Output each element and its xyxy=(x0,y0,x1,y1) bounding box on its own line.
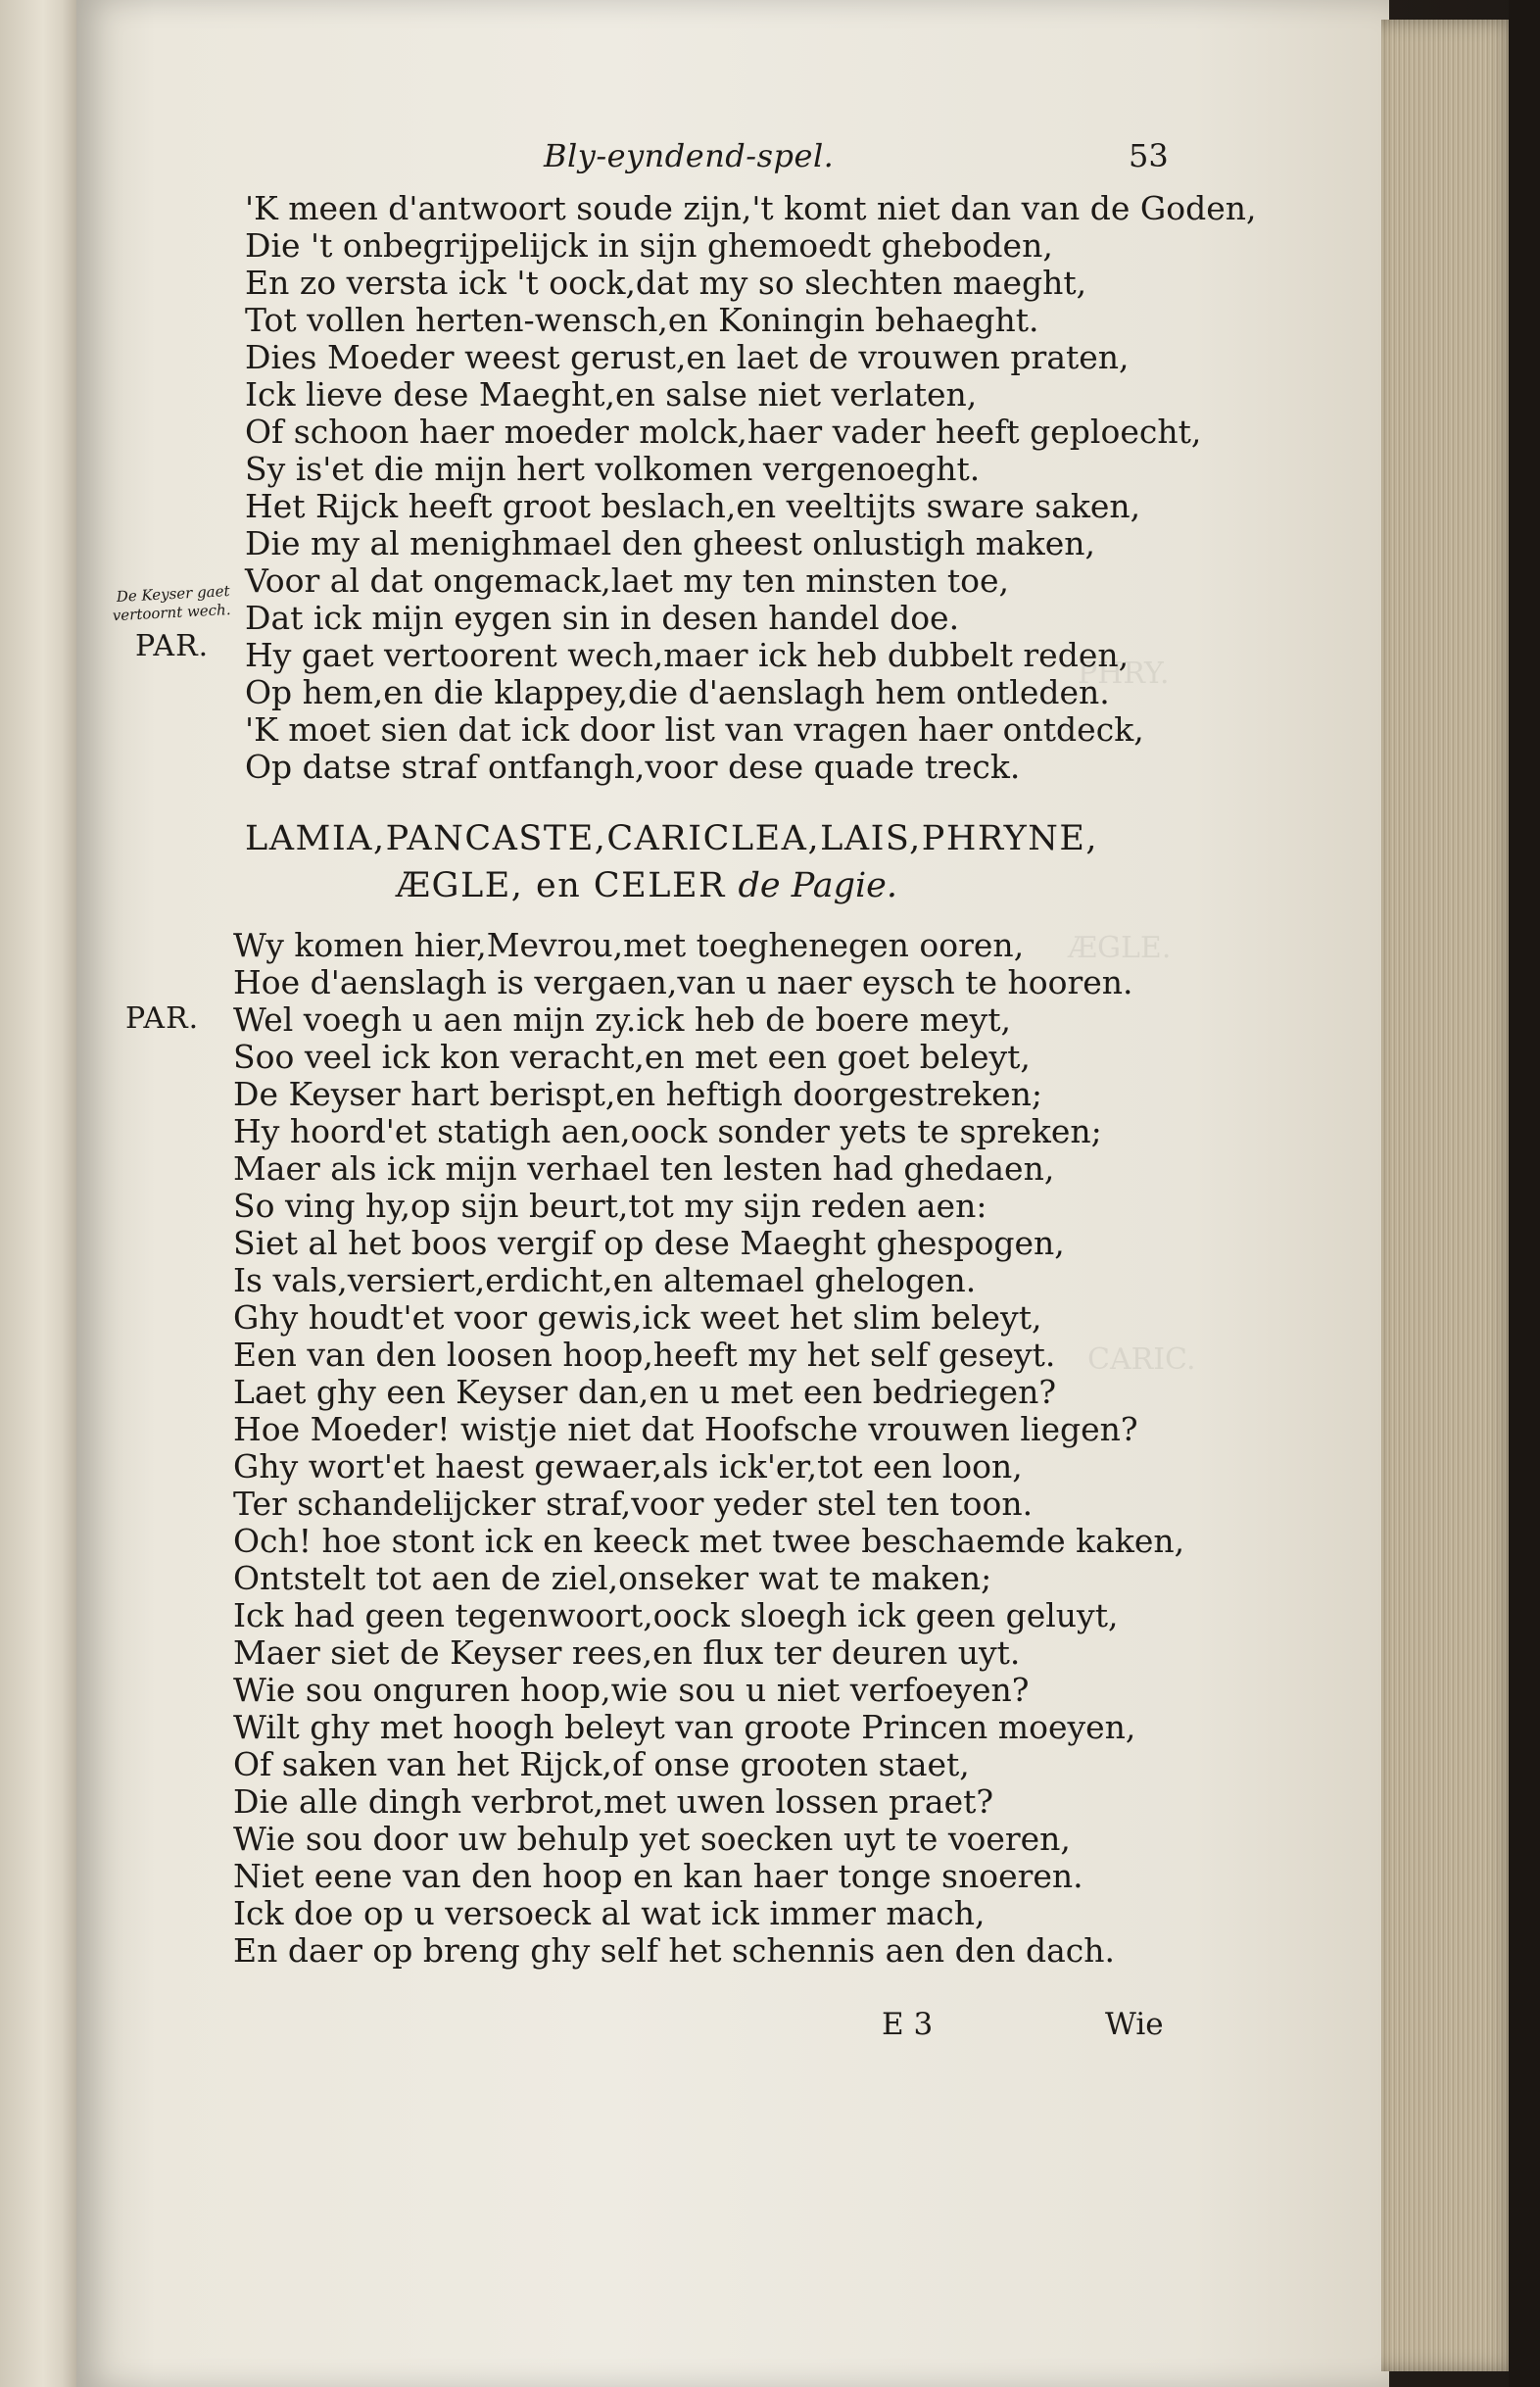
verse-line: Die 't onbegrijpelijck in sijn ghemoedt gheboden, xyxy=(245,226,1053,265)
verse-line: En zo versta ick 't oock,dat my so slechten maeght, xyxy=(245,264,1087,302)
cast-role: de Pagie. xyxy=(738,866,898,905)
verse-line: Voor al dat ongemack,laet my ten minsten toe, xyxy=(245,561,1009,600)
verse-line: Ick doe op u versoeck al wat ick immer mach, xyxy=(233,1894,986,1932)
verse-line: Dat ick mijn eygen sin in desen handel doe. xyxy=(245,599,960,637)
verse-line: Laet ghy een Keyser dan,en u met een bedriegen? xyxy=(233,1373,1057,1411)
verse-line: Ick lieve dese Maeght,en salse niet verlaten, xyxy=(245,375,978,414)
verse-line: Soo veel ick kon veracht,en met een goet beleyt, xyxy=(233,1038,1031,1076)
verse-line: Tot vollen herten-wensch,en Koningin behaeght. xyxy=(245,301,1039,339)
verse-line: Op hem,en die klappey,die d'aenslagh hem ontleden. xyxy=(245,673,1110,711)
verse-line: Siet al het boos vergif op dese Maeght ghespogen, xyxy=(233,1224,1065,1262)
speaker-label: PAR. xyxy=(125,1001,200,1036)
verse-block-2 xyxy=(233,927,1184,1970)
cast-names: ÆGLE, en CELER xyxy=(395,866,726,905)
signature-mark: E 3 xyxy=(882,2007,934,2042)
verse-line: Och! hoe stont ick en keeck met twee beschaemde kaken, xyxy=(233,1522,1185,1560)
speaker-label: PAR. xyxy=(135,629,210,663)
verse-line: Is vals,versiert,erdicht,en altemael ghelogen. xyxy=(233,1261,977,1299)
verse-line: So ving hy,op sijn beurt,tot my sijn reden aen: xyxy=(233,1187,987,1225)
verse-line: Hoe Moeder! wistje niet dat Hoofsche vrouwen liegen? xyxy=(233,1410,1138,1448)
cast-line xyxy=(245,862,1048,909)
verse-line: Wy komen hier,Mevrou,met toeghenegen ooren, xyxy=(233,926,1025,964)
verse-line: Niet eene van den hoop en kan haer tonge snoeren. xyxy=(233,1857,1083,1895)
scene-cast-heading xyxy=(245,815,1099,909)
verse-line: Wel voegh u aen mijn zy.ick heb de boere meyt, xyxy=(233,1000,1011,1039)
verse-line: Wie sou onguren hoop,wie sou u niet verfoeyen? xyxy=(233,1671,1030,1709)
verse-line: Of saken van het Rijck,of onse grooten staet, xyxy=(233,1745,970,1783)
verse-line: Maer als ick mijn verhael ten lesten had ghedaen, xyxy=(233,1149,1055,1188)
verse-line: Een van den loosen hoop,heeft my het self geseyt. xyxy=(233,1336,1056,1374)
verse-line: Op datse straf ontfangh,voor dese quade treck. xyxy=(245,748,1021,786)
cast-line: LAMIA,PANCASTE,CARICLEA,LAIS,PHRYNE, xyxy=(245,819,1099,858)
verse-line: Hy gaet vertoorent wech,maer ick heb dubbelt reden, xyxy=(245,636,1130,674)
verse-line: Die my al menighmael den gheest onlustigh maken, xyxy=(245,524,1096,562)
verse-line: Dies Moeder weest gerust,en laet de vrouwen praten, xyxy=(245,338,1130,376)
show-through-text: CARIC. xyxy=(1087,1342,1196,1377)
verse-line: Ick had geen tegenwoort,oock sloegh ick geen geluyt, xyxy=(233,1596,1119,1634)
verse-line: Hy hoord'et statigh aen,oock sonder yets te spreken; xyxy=(233,1112,1102,1150)
verse-block-1 xyxy=(245,190,1257,786)
verse-line: Ontstelt tot aen de ziel,onseker wat te maken; xyxy=(233,1559,992,1597)
verse-line: Die alle dingh verbrot,met uwen lossen praet? xyxy=(233,1782,994,1821)
verse-line: De Keyser hart berispt,en heftigh doorgestreken; xyxy=(233,1075,1043,1113)
verse-line: Hoe d'aenslagh is vergaen,van u naer eysch te hooren. xyxy=(233,963,1133,1001)
page-number: 53 xyxy=(1129,137,1169,174)
verse-line: Ghy wort'et haest gewaer,als ick'er,tot een loon, xyxy=(233,1447,1023,1486)
running-head: Bly-eyndend-spel. xyxy=(544,137,835,174)
stage-direction: De Keyser gaet vertoornt wech. xyxy=(112,582,231,625)
verse-line: En daer op breng ghy self het schennis aen den dach. xyxy=(233,1931,1116,1970)
verse-line: Wie sou door uw behulp yet soecken uyt te voeren, xyxy=(233,1820,1071,1858)
catchword: Wie xyxy=(1105,2007,1164,2042)
verse-line: Ter schandelijcker straf,voor yeder stel ten toon. xyxy=(233,1485,1034,1523)
show-through-text: PHRY. xyxy=(1078,657,1170,691)
verse-line: Maer siet de Keyser rees,en flux ter deuren uyt. xyxy=(233,1633,1021,1672)
verse-line: Sy is'et die mijn hert volkomen vergenoeght. xyxy=(245,450,981,488)
verse-line: Of schoon haer moeder molck,haer vader heeft geploecht, xyxy=(245,413,1202,451)
verse-line: 'K moet sien dat ick door list van vragen haer ontdeck, xyxy=(245,710,1144,749)
verse-line: Ghy houdt'et voor gewis,ick weet het slim beleyt, xyxy=(233,1298,1042,1337)
verse-line: 'K meen d'antwoort soude zijn,'t komt niet dan van de Goden, xyxy=(245,189,1257,227)
verse-line: Wilt ghy met hoogh beleyt van groote Princen moeyen, xyxy=(233,1708,1136,1746)
verse-line: Het Rijck heeft groot beslach,en veeltijts sware saken, xyxy=(245,487,1141,525)
show-through-text: ÆGLE. xyxy=(1068,931,1172,965)
